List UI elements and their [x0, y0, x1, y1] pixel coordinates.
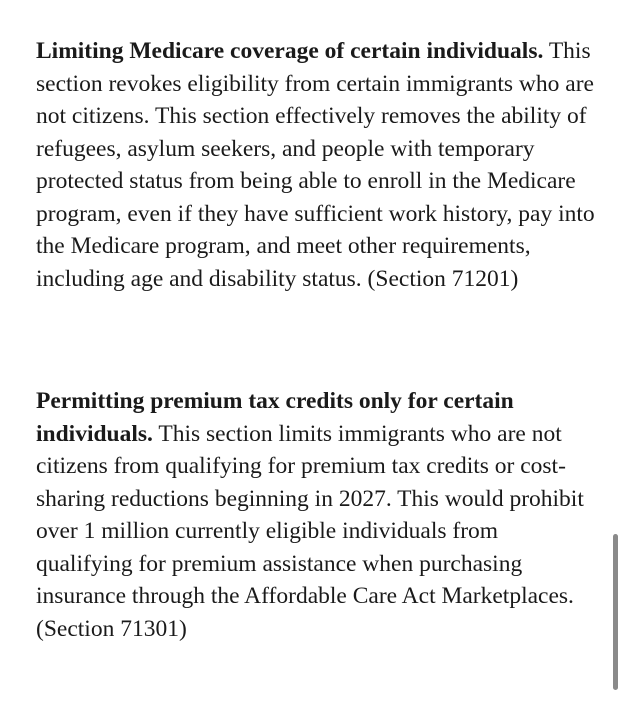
scrollbar-thumb[interactable]: [613, 534, 618, 690]
section-premium-tax-credits: [36, 385, 596, 645]
section-heading: Limiting Medicare coverage of certain individuals.: [36, 38, 544, 64]
section-body: This section revokes eligibility from certain immigrants who are not citizens. This section effectively removes the ability of refugees, asylum seekers, and people with temporary protected status from being able to enroll in the Medicare program, even if they have sufficient work history, pay into the Medicare program, and meet other requirements, including age and disability status. (Section 71201): [36, 38, 595, 292]
section-medicare-coverage: [36, 35, 596, 295]
section-heading: Permitting premium tax credits only for certain individuals.: [36, 388, 514, 447]
section-body: This section limits immigrants who are not citizens from qualifying for premium tax credits or cost-sharing reductions beginning in 2027. This would prohibit over 1 million currently eligible individuals from qualifying for premium assistance when purchasing insurance through the Affordable Care Act Marketplaces. (Section 71301): [36, 420, 584, 642]
document-content: [36, 35, 596, 645]
